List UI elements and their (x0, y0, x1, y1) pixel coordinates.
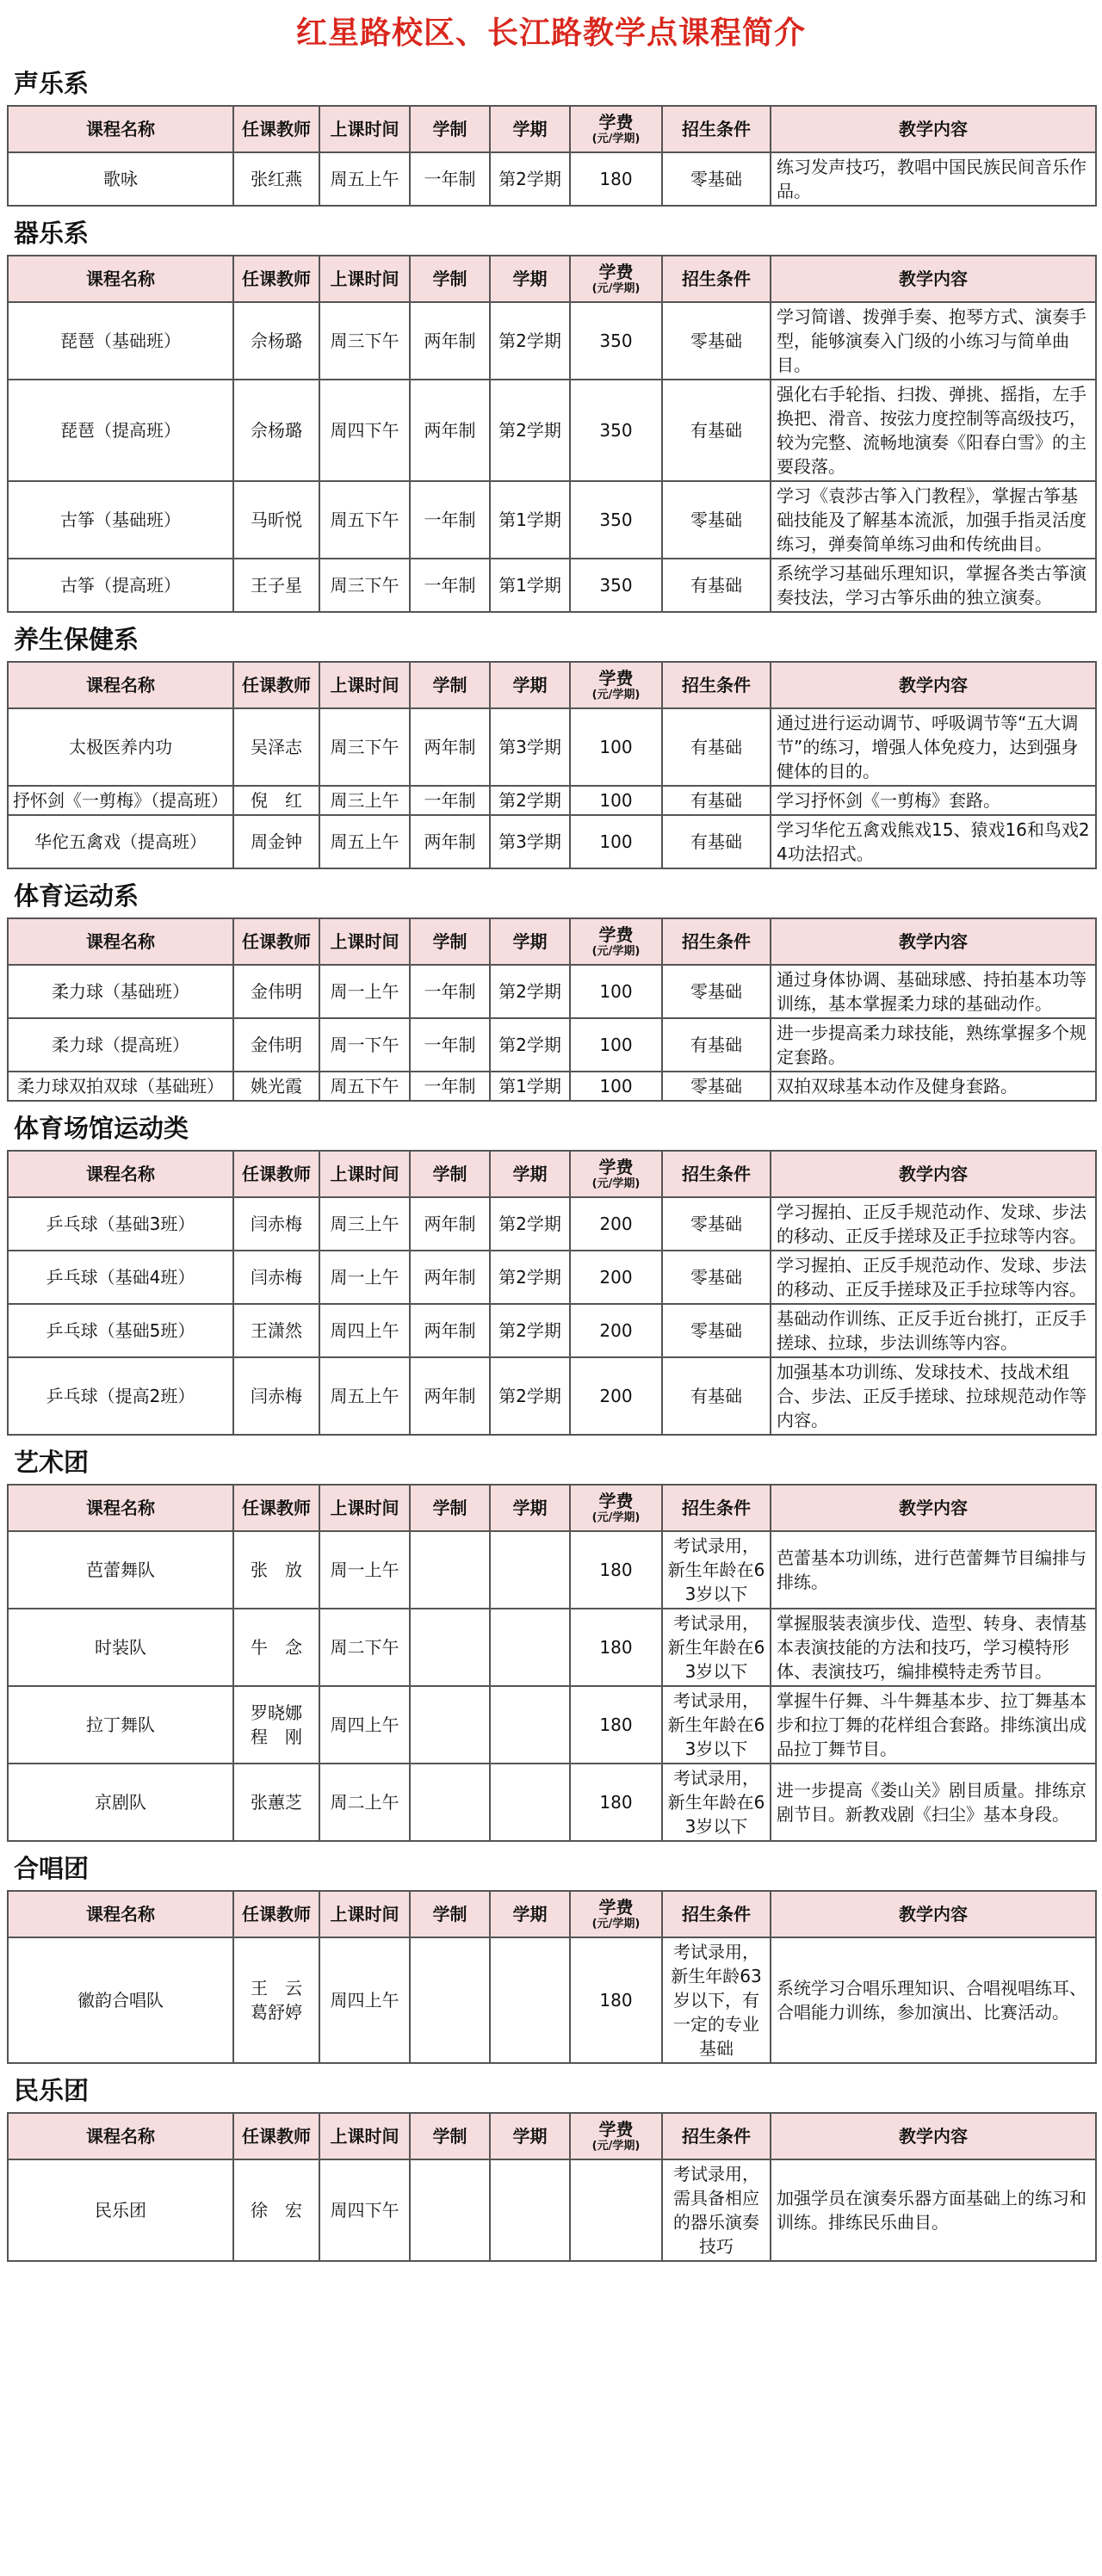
cell-fee: 100 (570, 708, 662, 786)
sections-container (7, 69, 1095, 2262)
cell-content: 加强基本功训练、发球技术、技战术组合、步法、正反手搓球、拉球规范动作等内容。 (771, 1357, 1096, 1435)
cell-name: 柔力球双拍双球（基础班） (8, 1072, 233, 1101)
cell-time: 周四上午 (319, 1686, 410, 1764)
header-condition: 招生条件 (662, 1485, 771, 1531)
table-header-row (8, 1151, 1096, 1197)
cell-content: 学习简谱、拨弹手奏、抱琴方式、演奏手型，能够演奏入门级的小练习与简单曲目。 (771, 302, 1096, 380)
cell-content: 掌握牛仔舞、斗牛舞基本步、拉丁舞基本步和拉丁舞的花样组合套路。排练演出成品拉丁舞节目。 (771, 1686, 1096, 1764)
cell-term: 第2学期 (490, 1197, 570, 1251)
cell-condition: 有基础 (662, 815, 771, 868)
cell-fee: 200 (570, 1357, 662, 1435)
cell-teacher: 佘杨璐 (233, 302, 319, 380)
table-row (8, 708, 1096, 786)
cell-condition: 零基础 (662, 302, 771, 380)
cell-term: 第2学期 (490, 380, 570, 481)
section-title: 声乐系 (14, 69, 90, 98)
cell-name: 抒怀剑《一剪梅》（提高班） (8, 786, 233, 815)
table-row (8, 559, 1096, 612)
section-title: 民乐团 (14, 2076, 90, 2105)
cell-fee: 350 (570, 481, 662, 559)
cell-name: 柔力球（基础班） (8, 965, 233, 1018)
cell-name: 琵琶（基础班） (8, 302, 233, 380)
table-row (8, 786, 1096, 815)
cell-fee: 180 (570, 152, 662, 206)
header-content: 教学内容 (771, 1151, 1096, 1197)
header-term: 学期 (490, 1891, 570, 1937)
header-fee-label: 学费 (598, 668, 634, 689)
header-condition: 招生条件 (662, 918, 771, 965)
header-time: 上课时间 (319, 1151, 410, 1197)
section-title: 器乐系 (14, 219, 90, 248)
header-content: 教学内容 (771, 2113, 1096, 2159)
cell-condition: 考试录用，新生年龄在63岁以下 (662, 1609, 771, 1686)
cell-system: 一年制 (410, 559, 490, 612)
cell-condition: 零基础 (662, 1304, 771, 1357)
cell-fee: 100 (570, 786, 662, 815)
table-row (8, 1304, 1096, 1357)
course-table (7, 1150, 1097, 1436)
cell-condition: 考试录用，新生年龄在63岁以下 (662, 1531, 771, 1609)
cell-time: 周三下午 (319, 708, 410, 786)
page-title: 红星路校区、长江路教学点课程简介 (295, 15, 806, 51)
table-row (8, 1531, 1096, 1609)
table-row (8, 965, 1096, 1018)
header-fee-unit: (元/学期) (591, 133, 641, 145)
header-teacher: 任课教师 (233, 256, 319, 302)
header-name: 课程名称 (8, 106, 233, 152)
header-name: 课程名称 (8, 1151, 233, 1197)
cell-teacher: 闫赤梅 (233, 1357, 319, 1435)
cell-content: 强化右手轮指、扫拨、弹挑、摇指，左手换把、滑音、按弦力度控制等高级技巧，较为完整、流畅地演奏《阳春白雪》的主要段落。 (771, 380, 1096, 481)
cell-fee: 100 (570, 1018, 662, 1072)
cell-condition: 考试录用，需具备相应的器乐演奏技巧 (662, 2159, 771, 2261)
cell-time: 周一上午 (319, 1251, 410, 1304)
cell-condition: 有基础 (662, 380, 771, 481)
header-term: 学期 (490, 1485, 570, 1531)
cell-content: 系统学习基础乐理知识，掌握各类古筝演奏技法，学习古筝乐曲的独立演奏。 (771, 559, 1096, 612)
cell-content: 通过进行运动调节、呼吸调节等“五大调节”的练习，增强人体免疫力，达到强身健体的目的。 (771, 708, 1096, 786)
cell-condition: 有基础 (662, 559, 771, 612)
header-system: 学制 (410, 1485, 490, 1531)
section-title: 体育运动系 (14, 881, 139, 911)
cell-name: 琵琶（提高班） (8, 380, 233, 481)
cell-term: 第1学期 (490, 1072, 570, 1101)
cell-system: 一年制 (410, 965, 490, 1018)
header-time: 上课时间 (319, 1485, 410, 1531)
header-content: 教学内容 (771, 1891, 1096, 1937)
table-header-row (8, 662, 1096, 708)
cell-system (410, 1937, 490, 2063)
course-table (7, 917, 1097, 1102)
header-term: 学期 (490, 2113, 570, 2159)
cell-teacher (233, 1686, 319, 1764)
cell-condition: 有基础 (662, 786, 771, 815)
header-time: 上课时间 (319, 2113, 410, 2159)
header-teacher: 任课教师 (233, 1891, 319, 1937)
cell-fee: 350 (570, 302, 662, 380)
cell-fee: 350 (570, 559, 662, 612)
header-fee-unit: (元/学期) (591, 1511, 641, 1524)
cell-name: 古筝（基础班） (8, 481, 233, 559)
cell-term: 第2学期 (490, 1357, 570, 1435)
cell-condition: 零基础 (662, 1251, 771, 1304)
header-teacher: 任课教师 (233, 918, 319, 965)
cell-term (490, 1686, 570, 1764)
table-row (8, 481, 1096, 559)
header-term: 学期 (490, 1151, 570, 1197)
cell-teacher: 闫赤梅 (233, 1251, 319, 1304)
course-table (7, 255, 1097, 613)
header-name: 课程名称 (8, 662, 233, 708)
header-fee-label: 学费 (598, 112, 634, 133)
header-term: 学期 (490, 256, 570, 302)
course-table (7, 105, 1097, 207)
cell-name: 拉丁舞队 (8, 1686, 233, 1764)
table-header-row (8, 1485, 1096, 1531)
table-header-row (8, 256, 1096, 302)
cell-content: 双拍双球基本动作及健身套路。 (771, 1072, 1096, 1101)
cell-fee (570, 2159, 662, 2261)
header-teacher: 任课教师 (233, 1485, 319, 1531)
cell-teacher: 吴泽志 (233, 708, 319, 786)
cell-fee: 180 (570, 1609, 662, 1686)
cell-time: 周三上午 (319, 1197, 410, 1251)
section-title: 合唱团 (14, 1854, 90, 1883)
cell-term: 第2学期 (490, 1251, 570, 1304)
cell-content: 学习抒怀剑《一剪梅》套路。 (771, 786, 1096, 815)
table-row (8, 1197, 1096, 1251)
table-header-row (8, 106, 1096, 152)
header-term: 学期 (490, 662, 570, 708)
table-row (8, 1018, 1096, 1072)
cell-time: 周一上午 (319, 965, 410, 1018)
table-header-row (8, 1891, 1096, 1937)
cell-condition: 零基础 (662, 481, 771, 559)
cell-system (410, 1609, 490, 1686)
cell-term (490, 1609, 570, 1686)
cell-system: 一年制 (410, 786, 490, 815)
cell-teacher: 金伟明 (233, 965, 319, 1018)
header-system: 学制 (410, 2113, 490, 2159)
cell-name: 柔力球（提高班） (8, 1018, 233, 1072)
header-fee (570, 256, 662, 302)
cell-content: 进一步提高柔力球技能，熟练掌握多个规定套路。 (771, 1018, 1096, 1072)
cell-system: 两年制 (410, 380, 490, 481)
cell-fee: 200 (570, 1197, 662, 1251)
header-fee-label: 学费 (598, 1157, 634, 1177)
header-content: 教学内容 (771, 106, 1096, 152)
cell-fee: 100 (570, 965, 662, 1018)
cell-teacher: 王子星 (233, 559, 319, 612)
cell-time: 周四下午 (319, 380, 410, 481)
header-system: 学制 (410, 106, 490, 152)
cell-name: 乒乓球（提高2班） (8, 1357, 233, 1435)
header-condition: 招生条件 (662, 1891, 771, 1937)
cell-time: 周四上午 (319, 1304, 410, 1357)
cell-time: 周二下午 (319, 1609, 410, 1686)
header-time: 上课时间 (319, 662, 410, 708)
cell-condition: 有基础 (662, 708, 771, 786)
course-table (7, 1890, 1097, 2064)
cell-term: 第2学期 (490, 786, 570, 815)
header-name: 课程名称 (8, 256, 233, 302)
cell-time: 周三上午 (319, 786, 410, 815)
table-row (8, 1937, 1096, 2063)
cell-fee: 180 (570, 1937, 662, 2063)
cell-name: 徽韵合唱队 (8, 1937, 233, 2063)
course-table (7, 2112, 1097, 2262)
cell-term: 第2学期 (490, 302, 570, 380)
cell-content: 学习握拍、正反手规范动作、发球、步法的移动、正反手搓球及正手拉球等内容。 (771, 1197, 1096, 1251)
header-fee-label: 学费 (598, 262, 634, 282)
cell-condition: 考试录用，新生年龄63岁以下，有一定的专业基础 (662, 1937, 771, 2063)
cell-system: 一年制 (410, 152, 490, 206)
cell-system (410, 1531, 490, 1609)
header-fee (570, 1151, 662, 1197)
cell-teacher: 徐 宏 (233, 2159, 319, 2261)
cell-fee: 200 (570, 1304, 662, 1357)
cell-time: 周一下午 (319, 1018, 410, 1072)
cell-teacher: 牛 念 (233, 1609, 319, 1686)
header-time: 上课时间 (319, 106, 410, 152)
header-system: 学制 (410, 1151, 490, 1197)
cell-name: 民乐团 (8, 2159, 233, 2261)
cell-name: 太极医养内功 (8, 708, 233, 786)
cell-fee: 350 (570, 380, 662, 481)
cell-condition: 有基础 (662, 1357, 771, 1435)
cell-term: 第1学期 (490, 559, 570, 612)
cell-name: 芭蕾舞队 (8, 1531, 233, 1609)
cell-system: 一年制 (410, 1072, 490, 1101)
cell-term (490, 1764, 570, 1841)
table-row (8, 1072, 1096, 1101)
header-fee-label: 学费 (598, 2119, 634, 2140)
header-fee-unit: (元/学期) (591, 282, 641, 295)
section-title: 养生保健系 (14, 625, 139, 654)
cell-content: 加强学员在演奏乐器方面基础上的练习和训练。排练民乐曲目。 (771, 2159, 1096, 2261)
cell-system: 两年制 (410, 302, 490, 380)
cell-time: 周五上午 (319, 1357, 410, 1435)
cell-condition: 零基础 (662, 1072, 771, 1101)
cell-term: 第2学期 (490, 965, 570, 1018)
cell-content: 掌握服装表演步伐、造型、转身、表情基本表演技能的方法和技巧，学习模特形体、表演技巧，编排模特走秀节目。 (771, 1609, 1096, 1686)
header-condition: 招生条件 (662, 662, 771, 708)
cell-name: 乒乓球（基础5班） (8, 1304, 233, 1357)
header-fee-unit: (元/学期) (591, 2140, 641, 2153)
cell-fee: 180 (570, 1764, 662, 1841)
header-fee (570, 106, 662, 152)
cell-time: 周一上午 (319, 1531, 410, 1609)
cell-time: 周五上午 (319, 152, 410, 206)
cell-term: 第2学期 (490, 1018, 570, 1072)
cell-time: 周三下午 (319, 302, 410, 380)
table-row (8, 302, 1096, 380)
course-table (7, 661, 1097, 869)
cell-time: 周五下午 (319, 1072, 410, 1101)
cell-content: 系统学习合唱乐理知识、合唱视唱练耳、合唱能力训练，参加演出、比赛活动。 (771, 1937, 1096, 2063)
header-fee (570, 2113, 662, 2159)
header-fee-unit: (元/学期) (591, 689, 641, 701)
teacher-name: 王 云 (251, 1978, 302, 1998)
header-content: 教学内容 (771, 918, 1096, 965)
table-row (8, 152, 1096, 206)
cell-system: 两年制 (410, 1357, 490, 1435)
cell-time: 周五上午 (319, 815, 410, 868)
table-row (8, 1357, 1096, 1435)
cell-teacher: 张蕙芝 (233, 1764, 319, 1841)
cell-system: 一年制 (410, 1018, 490, 1072)
header-content: 教学内容 (771, 256, 1096, 302)
cell-term (490, 1937, 570, 2063)
header-condition: 招生条件 (662, 2113, 771, 2159)
header-teacher: 任课教师 (233, 1151, 319, 1197)
header-time: 上课时间 (319, 918, 410, 965)
cell-content: 练习发声技巧，教唱中国民族民间音乐作品。 (771, 152, 1096, 206)
cell-condition: 考试录用，新生年龄在63岁以下 (662, 1764, 771, 1841)
cell-teacher: 姚光霞 (233, 1072, 319, 1101)
cell-content: 学习华佗五禽戏熊戏15、猿戏16和鸟戏24功法招式。 (771, 815, 1096, 868)
cell-teacher: 周金钟 (233, 815, 319, 868)
table-row (8, 380, 1096, 481)
header-content: 教学内容 (771, 1485, 1096, 1531)
table-row (8, 815, 1096, 868)
header-system: 学制 (410, 256, 490, 302)
header-fee-label: 学费 (598, 1491, 634, 1511)
cell-system: 两年制 (410, 1251, 490, 1304)
header-teacher: 任课教师 (233, 662, 319, 708)
section-title: 艺术团 (14, 1448, 90, 1477)
cell-teacher: 张 放 (233, 1531, 319, 1609)
cell-system (410, 2159, 490, 2261)
cell-name: 华佗五禽戏（提高班） (8, 815, 233, 868)
header-system: 学制 (410, 662, 490, 708)
cell-system: 两年制 (410, 708, 490, 786)
table-row (8, 1251, 1096, 1304)
header-time: 上课时间 (319, 256, 410, 302)
header-name: 课程名称 (8, 918, 233, 965)
cell-fee: 200 (570, 1251, 662, 1304)
cell-content: 基础动作训练、正反手近台挑打，正反手搓球、拉球，步法训练等内容。 (771, 1304, 1096, 1357)
header-fee-unit: (元/学期) (591, 1918, 641, 1930)
cell-system (410, 1764, 490, 1841)
cell-name: 京剧队 (8, 1764, 233, 1841)
header-fee (570, 1485, 662, 1531)
cell-term (490, 1531, 570, 1609)
cell-time: 周五下午 (319, 481, 410, 559)
cell-term: 第3学期 (490, 815, 570, 868)
cell-name: 歌咏 (8, 152, 233, 206)
cell-condition: 零基础 (662, 152, 771, 206)
cell-content: 学习《袁莎古筝入门教程》，掌握古筝基础技能及了解基本流派，加强手指灵活度练习，弹奏简单练习曲和传统曲目。 (771, 481, 1096, 559)
header-system: 学制 (410, 918, 490, 965)
table-header-row (8, 2113, 1096, 2159)
cell-condition: 有基础 (662, 1018, 771, 1072)
header-content: 教学内容 (771, 662, 1096, 708)
header-condition: 招生条件 (662, 106, 771, 152)
cell-system: 一年制 (410, 481, 490, 559)
cell-term: 第2学期 (490, 152, 570, 206)
cell-system (410, 1686, 490, 1764)
cell-fee: 100 (570, 815, 662, 868)
table-row (8, 1686, 1096, 1764)
teacher-name: 程 刚 (251, 1727, 302, 1747)
cell-name: 乒乓球（基础4班） (8, 1251, 233, 1304)
cell-time: 周三下午 (319, 559, 410, 612)
section-title: 体育场馆运动类 (14, 1114, 189, 1143)
header-fee-label: 学费 (598, 1897, 634, 1918)
cell-teacher: 马昕悦 (233, 481, 319, 559)
cell-condition: 零基础 (662, 1197, 771, 1251)
cell-term: 第1学期 (490, 481, 570, 559)
header-term: 学期 (490, 106, 570, 152)
cell-time: 周四上午 (319, 1937, 410, 2063)
teacher-name: 罗晓娜 (251, 1702, 302, 1723)
header-system: 学制 (410, 1891, 490, 1937)
cell-content: 芭蕾基本功训练，进行芭蕾舞节目编排与排练。 (771, 1531, 1096, 1609)
header-fee (570, 918, 662, 965)
table-row (8, 1609, 1096, 1686)
cell-system: 两年制 (410, 815, 490, 868)
cell-teacher: 倪 红 (233, 786, 319, 815)
header-fee-label: 学费 (598, 924, 634, 945)
cell-name: 古筝（提高班） (8, 559, 233, 612)
cell-term (490, 2159, 570, 2261)
header-teacher: 任课教师 (233, 106, 319, 152)
cell-condition: 零基础 (662, 965, 771, 1018)
cell-term: 第3学期 (490, 708, 570, 786)
cell-term: 第2学期 (490, 1304, 570, 1357)
cell-teacher: 金伟明 (233, 1018, 319, 1072)
cell-content: 学习握拍、正反手规范动作、发球、步法的移动、正反手搓球及正手拉球等内容。 (771, 1251, 1096, 1304)
cell-name: 乒乓球（基础3班） (8, 1197, 233, 1251)
cell-teacher: 佘杨璐 (233, 380, 319, 481)
header-teacher: 任课教师 (233, 2113, 319, 2159)
header-fee (570, 662, 662, 708)
cell-teacher: 王潇然 (233, 1304, 319, 1357)
cell-system: 两年制 (410, 1197, 490, 1251)
header-name: 课程名称 (8, 1485, 233, 1531)
table-row (8, 1764, 1096, 1841)
cell-fee: 180 (570, 1531, 662, 1609)
cell-system: 两年制 (410, 1304, 490, 1357)
cell-time: 周四下午 (319, 2159, 410, 2261)
header-condition: 招生条件 (662, 1151, 771, 1197)
course-table (7, 1484, 1097, 1842)
cell-condition: 考试录用，新生年龄在63岁以下 (662, 1686, 771, 1764)
cell-teacher (233, 1937, 319, 2063)
cell-content: 进一步提高《娄山关》剧目质量。排练京剧节目。新教戏剧《扫尘》基本身段。 (771, 1764, 1096, 1841)
header-term: 学期 (490, 918, 570, 965)
table-header-row (8, 918, 1096, 965)
cell-content: 通过身体协调、基础球感、持拍基本功等训练，基本掌握柔力球的基础动作。 (771, 965, 1096, 1018)
cell-name: 时装队 (8, 1609, 233, 1686)
cell-fee: 180 (570, 1686, 662, 1764)
cell-fee: 100 (570, 1072, 662, 1101)
header-fee-unit: (元/学期) (591, 1177, 641, 1190)
teacher-name: 葛舒婷 (251, 2002, 302, 2023)
header-fee-unit: (元/学期) (591, 945, 641, 958)
cell-teacher: 张红燕 (233, 152, 319, 206)
header-time: 上课时间 (319, 1891, 410, 1937)
table-row (8, 2159, 1096, 2261)
header-name: 课程名称 (8, 2113, 233, 2159)
header-condition: 招生条件 (662, 256, 771, 302)
cell-teacher: 闫赤梅 (233, 1197, 319, 1251)
header-fee (570, 1891, 662, 1937)
header-name: 课程名称 (8, 1891, 233, 1937)
cell-time: 周二上午 (319, 1764, 410, 1841)
